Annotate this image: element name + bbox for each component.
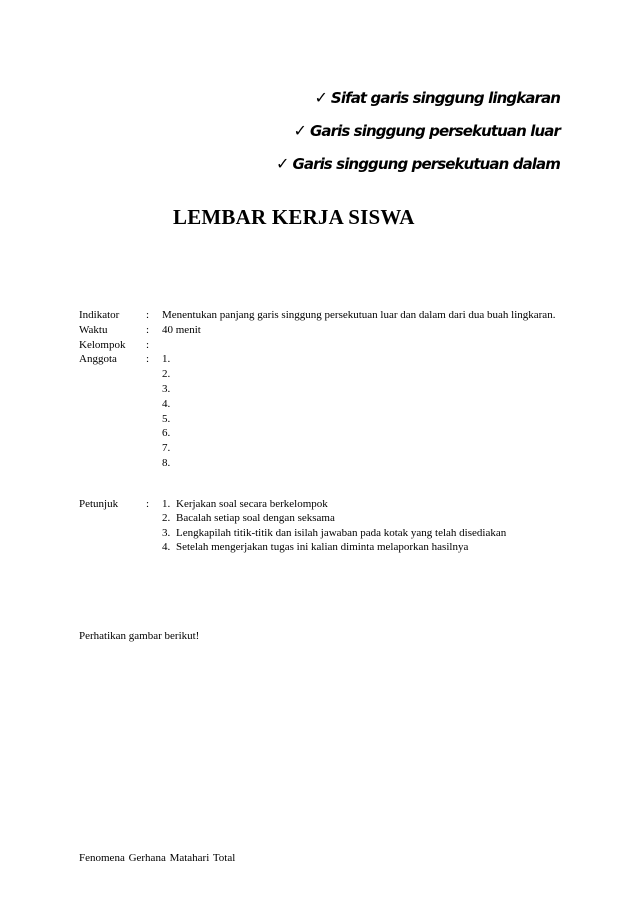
checklist-item-text: Garis singgung persekutuan luar (309, 122, 560, 140)
instruction-step (162, 526, 559, 540)
field-colon: : (146, 498, 150, 510)
field-colon: : (146, 323, 150, 336)
member-slot[interactable]: 4. (162, 397, 171, 410)
step-number: 4. (162, 540, 171, 553)
step-text: Lengkapilah titik-titik dan isilah jawaban pada kotak yang telah disediakan (176, 526, 507, 539)
page-footer: Fenomena Gerhana Matahari Total (79, 852, 236, 864)
field-value: Menentukan panjang garis singgung persekutuan luar dan dalam dari dua buah lingkaran. (162, 309, 556, 321)
step-text: Setelah mengerjakan tugas ini kalian diminta melaporkan hasilnya (176, 540, 469, 553)
field-label: Petunjuk (79, 498, 119, 510)
check-icon: ✓ (293, 121, 307, 140)
field-label: Anggota (79, 353, 117, 366)
member-slot[interactable]: 7. (162, 442, 171, 455)
step-number: 2. (162, 512, 171, 525)
member-list (162, 352, 559, 470)
step-text: Bacalah setiap soal dengan seksama (176, 512, 335, 525)
checklist-item (294, 121, 560, 141)
field-colon: : (146, 309, 150, 321)
checklist-item (315, 88, 560, 108)
check-icon: ✓ (314, 88, 328, 107)
topic-checklist (276, 88, 560, 174)
petunjuk-section (79, 497, 559, 554)
check-icon: ✓ (276, 154, 290, 173)
field-label: Waktu (79, 323, 108, 336)
worksheet-info (79, 308, 559, 471)
field-anggota (79, 352, 559, 470)
instruction-step (162, 511, 559, 525)
field-colon: : (146, 353, 150, 366)
instruction-text: Perhatikan gambar berikut! (79, 630, 200, 642)
member-slot[interactable]: 2. (162, 368, 171, 381)
field-value: 40 menit (162, 323, 201, 336)
member-slot[interactable]: 5. (162, 412, 171, 425)
checklist-item-text: Sifat garis singgung lingkaran (330, 89, 560, 107)
instruction-list (162, 497, 559, 554)
member-slot[interactable]: 8. (162, 456, 171, 469)
instruction-step (162, 540, 559, 554)
field-waktu (79, 323, 559, 338)
member-slot[interactable]: 3. (162, 382, 171, 395)
field-label: Kelompok (79, 338, 126, 351)
field-label: Indikator (79, 309, 120, 321)
step-number: 3. (162, 526, 171, 539)
member-slot[interactable]: 6. (162, 427, 171, 440)
page-title: LEMBAR KERJA SISWA (173, 205, 415, 229)
instruction-step (162, 497, 559, 511)
member-slot[interactable]: 1. (162, 353, 171, 366)
field-colon: : (146, 338, 150, 351)
step-text: Kerjakan soal secara berkelompok (176, 498, 328, 510)
step-number: 1. (162, 498, 171, 510)
field-indikator (79, 308, 559, 323)
field-kelompok (79, 338, 559, 353)
checklist-item (276, 154, 560, 174)
checklist-item-text: Garis singgung persekutuan dalam (292, 155, 560, 173)
